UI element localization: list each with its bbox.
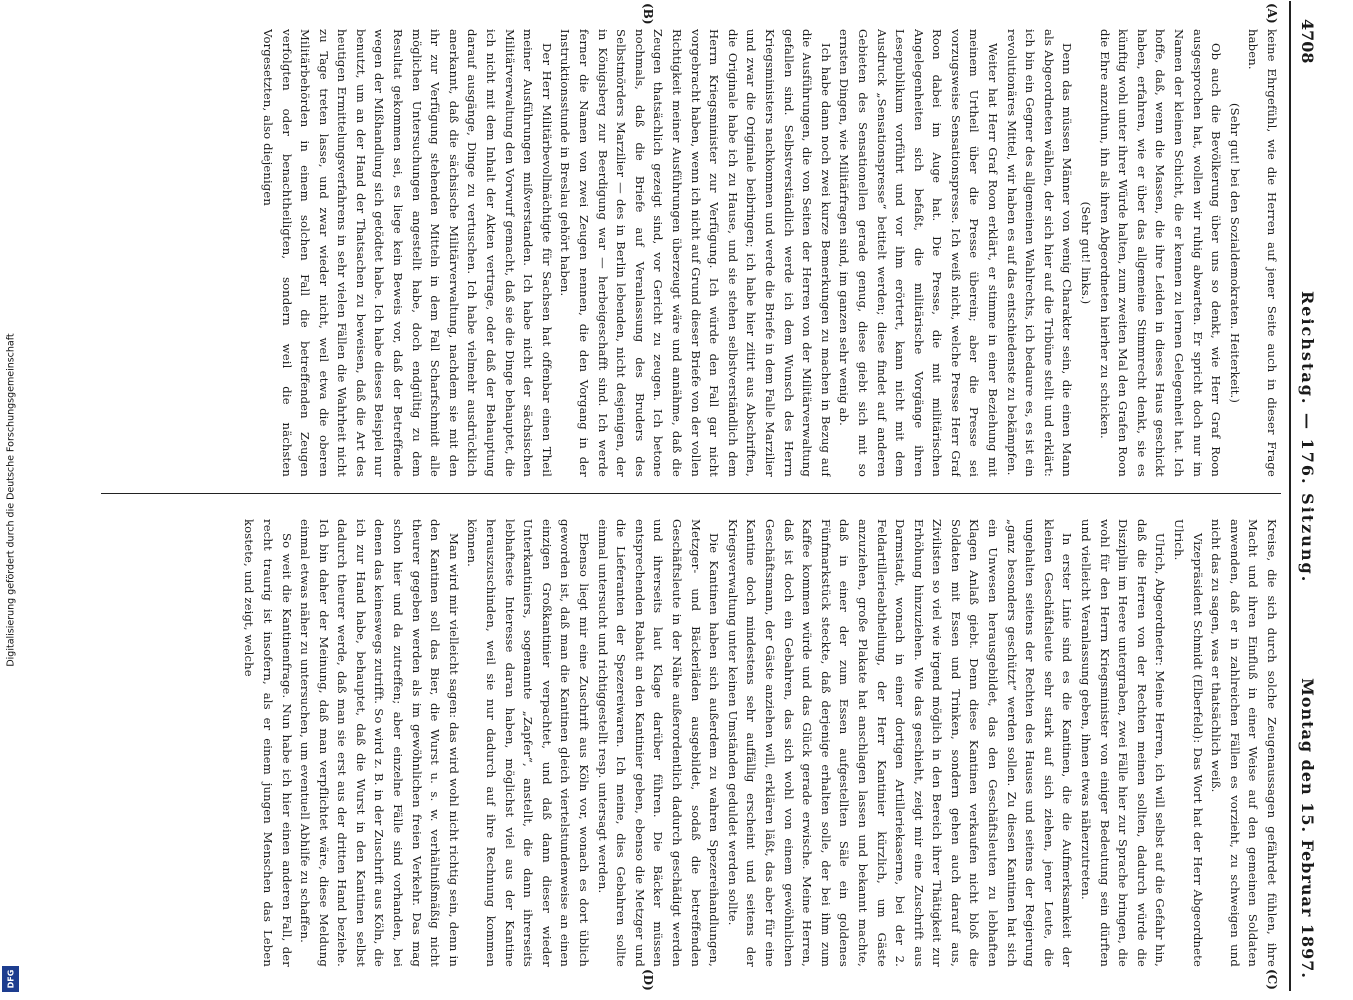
scanned-page bbox=[90, 1, 1325, 991]
page-header bbox=[1289, 1, 1325, 991]
running-title: Reichstag. — 176. Sitzung. bbox=[1298, 291, 1317, 584]
dfg-logo: DFG bbox=[2, 966, 19, 992]
right-column bbox=[101, 519, 1281, 967]
paragraph: Die Kantinen haben sich außerdem zu wahren Spezereihandlungen, Metzger- und Bäckerläden ausgebildet, sodaß die betreffenden Geschäftsleute in der Nähe außerordentlich dadurch geschädigt werden und ihrerseits laut Klage darüber führen. Die Bäcker müssen entsprechenden Rabatt an den Kantinier geben, ebenso die Metzger und die Lieferanten der Spezereiwaren. Ich meine, dies Gebahren sollte einmal untersucht und richtiggestellt resp. untersagt werden. bbox=[595, 519, 722, 967]
margin-marker-d: (D) bbox=[641, 969, 655, 991]
digitization-strip bbox=[0, 0, 22, 1000]
paragraph: So weit die Kantinenfrage. Nun habe ich hier einen anderen Fall, der recht traurig ist insofern, als er einem jungen Menschen das Leben kostete, und zeigt, welche bbox=[242, 519, 294, 967]
interjection: (Sehr gut! links.) bbox=[1079, 201, 1094, 305]
margin-marker-b: (B) bbox=[641, 3, 655, 25]
paragraph: Kreise, die sich durch solche Zeugenaussagen gefährdet fühlen, ihre Macht und ihren Einfluß in einer Weise auf den gemeinen Soldaten anwenden, daß er in zahlreichen Fällen es vorzieht, zu schweigen und nicht das zu sagen, was er thatsächlich weiß. bbox=[1209, 519, 1279, 967]
paragraph: Man wird mir vielleicht sagen: das wird wohl nicht richtig sein, denn in den Kantinen soll das Bier, die Wurst u. s. w. verhältnißmäßig nicht theurer gegeben werden als im gewöhnlichen freien Verkehr. Das mag schon hier und da zutreffen; aber einzelne Fälle sind vorhanden, bei denen das keineswegs zutrifft. So wird z. B. in der Zuschrift aus Köln, die ich zur Hand habe, behauptet, daß die Wurst in den Kantinen selbst dadurch theurer werde, daß man sie erst aus der dritten Hand beziehe. Ich bin daher der Meinung, daß man verpflichtet wäre, diese Meldung einmal etwas näher zu untersuchen, um eventuell Abhilfe zu schaffen. bbox=[298, 519, 461, 967]
paragraph: In erster Linie sind es die Kantinen, die die Aufmerksamkeit der kleinen Geschäftsleute sehr stark auf sich ziehen, jener Leute, die ungehalten seitens der Rechten des Hauses und seitens der Regierung „ganz besonders geschützt“ werden sollen. Zu diesen Kantinen hat sich ein Unwesen herausgebildet, das den Geschäftsleuten zu lebhaften Klagen Anlaß giebt. Denn diese Kantinen verkaufen nicht bloß die Soldaten mit Essen und Trinken, sondern gehen auch darauf aus, Zivilisten so viel wie irgend möglich in den Bereich ihrer Thätigkeit zur Erhöhung hinzuziehen. Wie das geschieht, zeigt mir eine Zuschrift aus Darmstadt, wonach in einer dortigen Artilleriekaserne, bei der 2. Feldartillerieabtheilung, der Herr Kantinier kürzlich, um Gäste anzuziehen, große Plakate hat anschlagen lassen und bekannt machte, daß in einer der zum Essen aufgestellten Säle ein goldenes Fünfmarkstück steckte, daß derjenige erhalten solle, der bei ihm zum Kaffee kommen würde und das Glück gerade erwische. Meine Herren, daß ist doch ein Gebahren, das sich wohl von einem gewöhnlichen Geschäftsmann, der Gäste anziehen will, erklären läßt, das aber für eine Kantine doch mindestens sehr auffällig erscheint und seitens der Kriegsverwaltung unter keinen Umständen geduldet werden sollte. bbox=[725, 519, 1075, 967]
paragraph: Ebenso liegt mir eine Zuschrift aus Köln vor, wonach es dort üblich geworden ist, daß man die Kantinen gleich viertelstundenweise an einen einzigen Großkantinier verpachtet, und daß dann dieser wieder Unterkantiniers, sogenannte „Zapfer“, anstellt, die dann ihrerseits lebhafteste Interesse daran haben, möglichst viel aus der Kantine herauszuschinden, weil sie nur dadurch auf ihre Rechnung kommen können. bbox=[465, 519, 592, 967]
interjection: (Sehr gut! bei den Sozialdemokraten. Heiterkeit.) bbox=[1227, 102, 1242, 404]
paragraph: Ulrich, Abgeordneter: Meine Herren, ich will selbst auf die Gefahr hin, daß die Herren von der Rechten meinen sollten, dadurch würde die Disziplin im Heere untergraben, zwei Fälle hier zur Sprache bringen, die wohl für den Herrn Kriegsminister von einiger Bedeutung sein dürften und vielleicht Veranlassung geben, ihnen etwas näherzutreten. bbox=[1079, 519, 1168, 967]
digitization-note: Digitalisierung gefördert durch die Deutsche Forschungsgemeinschaft bbox=[5, 333, 17, 667]
speaker-announcement: Vizepräsident Schmidt (Elberfeld): Das Wort hat der Herr Abgeordnete Ulrich. bbox=[1172, 519, 1205, 967]
paragraph: Der Herr Militärbevollmächtigte für Sachsen hat offenbar einen Theil meiner Ausführungen mißverstanden. Ich habe nicht der sächsischen Militärverwaltung den Vorwurf gemacht, daß sie die Dinge behauptet, die ich nicht mit dem Inhalt der Akten vertrage, oder daß der Behauptung darauf ausgänge, Dinge zu vertuschen. Ich habe vielmehr ausdrücklich anerkannt, daß die sächsische Militärverwaltung, nachdem sie mit den ihr zur Verfügung stehenden Mitteln in dem Fall Scharfschmidt alle möglichen Untersuchungen angestellt habe, doch endgültig zu dem Resultat gekommen sei, es liege kein Beweis vor, daß der Betreffende wegen der Mißhandlung sich getödtet habe. Ich habe dieses Beispiel nur benutzt, um an der Hand der Thatsachen zu beweisen, daß die Art des heutigen Ermittelungsverfahrens in sehr vielen Fällen die Wahrheit nicht zu Tage treten lasse, und zwar wieder nicht, weil etwa die oberen Militärbehörden in einem solchen Fall die betreffenden Zeugen verfolgten oder benachtheiligten, sondern weil die nächsten Vorgesetzten, also diejenigen bbox=[260, 29, 554, 477]
paragraph: Ich habe dann noch zwei kurze Bemerkungen zu machen in Bezug auf die Ausführungen, die von Seiten der Herren von der Militärverwaltung gefallen sind. Selbstverständlich werde ich dem Wunsch des Herrn Kriegsministers nachkommen und werde die Briefe in dem Falle Marzilier und zwar die Originale beibringen; ich habe hier zitirt aus Abschriften, die Originale habe ich zu Hause, und sie stehen selbstverständlich dem Herrn Kriegsminister zur Verfügung. Ich würde den Fall gar nicht vorgebracht haben, wenn ich nicht auf Grund dieser Briefe von der vollen Richtigkeit meiner Ausführungen überzeugt wäre und annähme, daß die Zeugen thatsächlich gezeigt sind, vor Gericht zu zeugen. Ich betone nochmals, daß die Briefe auf Veranlassung des Bruders des Selbstmörders Marzilier — des in Berlin lebenden, nicht desjenigen, der in Königsberg zur Beerdigung war — herbeigeschafft sind. Ich werde ferner die Namen von zwei Zeugen nennen, die den Vorgang in der Instruktionsstunde in Breslau gehört haben. bbox=[558, 29, 833, 477]
paragraph: Ob auch die Bevölkerung über uns so denkt, wie Herr Graf Roon ausgesprochen hat, wollen wir ruhig abwarten. Er spricht doch nur im Namen der kleinen Schicht, die er kennen zu lernen Gelegenheit hat. Ich hoffe, daß, wenn die Massen, die ihre Leiden in dieses Haus geschickt haben, erfahren, wie er über das allgemeine Stimmrecht denkt, sie es künftig wohl unter ihrer Würde halten, zum zweiten Mal den Grafen Roon die Ehre anzuthun, ihn als ihren Abgeordneten hierher zu schicken. bbox=[1097, 29, 1224, 477]
margin-marker-a: (A) bbox=[1265, 3, 1279, 24]
running-date: Montag den 15. Februar 1897. bbox=[1298, 678, 1317, 979]
margin-marker-c: (C) bbox=[1265, 969, 1279, 990]
scanned-page-viewport bbox=[90, 1, 1325, 991]
left-column bbox=[101, 29, 1281, 477]
column-divider bbox=[101, 493, 1281, 494]
paragraph: Weiter hat Herr Graf Roon erklärt, er stimme in einer Beziehung mit meinem Urtheil über die Presse überein; aber die Presse sei vorzugsweise Sensationspresse. Ich weiß nicht, welche Presse Herr Graf Roon dabei im Auge hat. Die Presse, die mit militärischen Angelegenheiten sich befaßt, die militärische Vorgänge ihren Lesepublikum vorführt und vor ihm erörtert, kann nicht mit dem Ausdruck „Sensationspresse“ betitelt werden; diese findet auf anderen Gebieten des Sensationellen gerade genug, diese giebt sich mit so ernsten Dingen, wie Militärfragen sind, im ganzen sehr wenig ab. bbox=[837, 29, 1001, 477]
page-number: 4708 bbox=[1298, 19, 1317, 64]
paragraph: Denn das müssen Männer von wenig Charakter sein, die einen Mann als Abgeordneten wählen, der sich hier auf die Tribüne stellt und erklärt: ich bin ein Gegner des allgemeinen Wahlrechts, ich bedaure es, es ist ein revolutionäres Mittel, wir haben es auf das entschiedenste zu bekämpfen. bbox=[1004, 29, 1075, 477]
paragraph: keine Ehrgefühl, wie die Herren auf jener Seite auch in dieser Frage haben. bbox=[1246, 29, 1279, 477]
